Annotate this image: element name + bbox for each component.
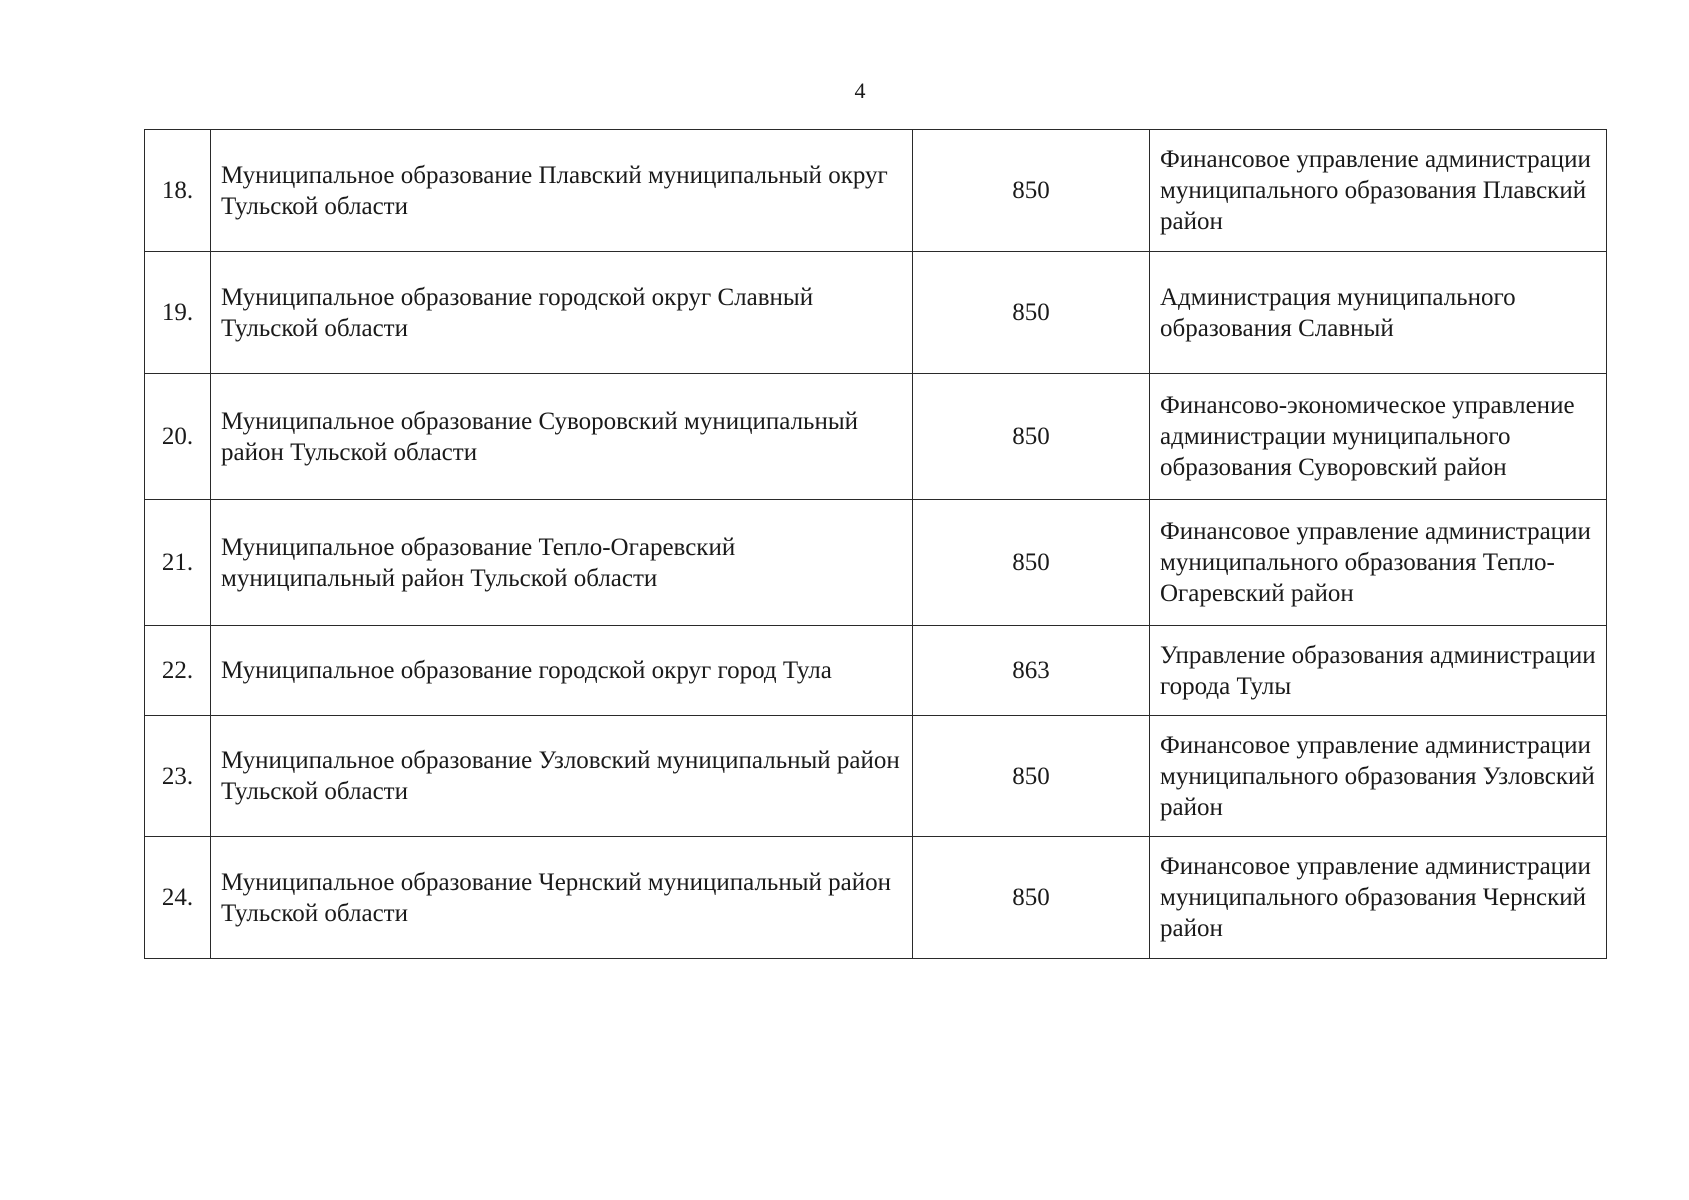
responsible-organization: Управление образования администрации города Тулы [1150, 626, 1607, 716]
budget-code: 850 [913, 130, 1150, 252]
budget-code: 850 [913, 252, 1150, 374]
responsible-organization: Финансовое управление администрации муниципального образования Тепло-Огаревский район [1150, 500, 1607, 626]
municipality-name: Муниципальное образование Чернский муниципальный район Тульской области [211, 837, 913, 959]
responsible-organization: Финансовое управление администрации муниципального образования Плавский район [1150, 130, 1607, 252]
responsible-organization: Администрация муниципального образования Славный [1150, 252, 1607, 374]
municipality-name: Муниципальное образование Узловский муниципальный район Тульской области [211, 716, 913, 837]
municipality-name: Муниципальное образование городской округ Славный Тульской области [211, 252, 913, 374]
table-row [145, 716, 1607, 837]
table-row [145, 374, 1607, 500]
table-row [145, 130, 1607, 252]
responsible-organization: Финансовое управление администрации муниципального образования Чернский район [1150, 837, 1607, 959]
municipality-name: Муниципальное образование городской округ город Тула [211, 626, 913, 716]
responsible-organization: Финансово-экономическое управление администрации муниципального образования Суворовский район [1150, 374, 1607, 500]
municipality-name: Муниципальное образование Суворовский муниципальный район Тульской области [211, 374, 913, 500]
table-row [145, 626, 1607, 716]
table-row [145, 837, 1607, 959]
budget-code: 863 [913, 626, 1150, 716]
row-number: 24. [145, 837, 211, 959]
municipalities-table [144, 129, 1607, 959]
row-number: 19. [145, 252, 211, 374]
budget-code: 850 [913, 716, 1150, 837]
municipality-name: Муниципальное образование Тепло-Огаревский муниципальный район Тульской области [211, 500, 913, 626]
responsible-organization: Финансовое управление администрации муниципального образования Узловский район [1150, 716, 1607, 837]
budget-code: 850 [913, 837, 1150, 959]
municipality-name: Муниципальное образование Плавский муниципальный округ Тульской области [211, 130, 913, 252]
row-number: 23. [145, 716, 211, 837]
budget-code: 850 [913, 374, 1150, 500]
page-number: 4 [854, 78, 866, 103]
budget-code: 850 [913, 500, 1150, 626]
row-number: 18. [145, 130, 211, 252]
table-row [145, 252, 1607, 374]
table-row [145, 500, 1607, 626]
row-number: 21. [145, 500, 211, 626]
row-number: 22. [145, 626, 211, 716]
row-number: 20. [145, 374, 211, 500]
